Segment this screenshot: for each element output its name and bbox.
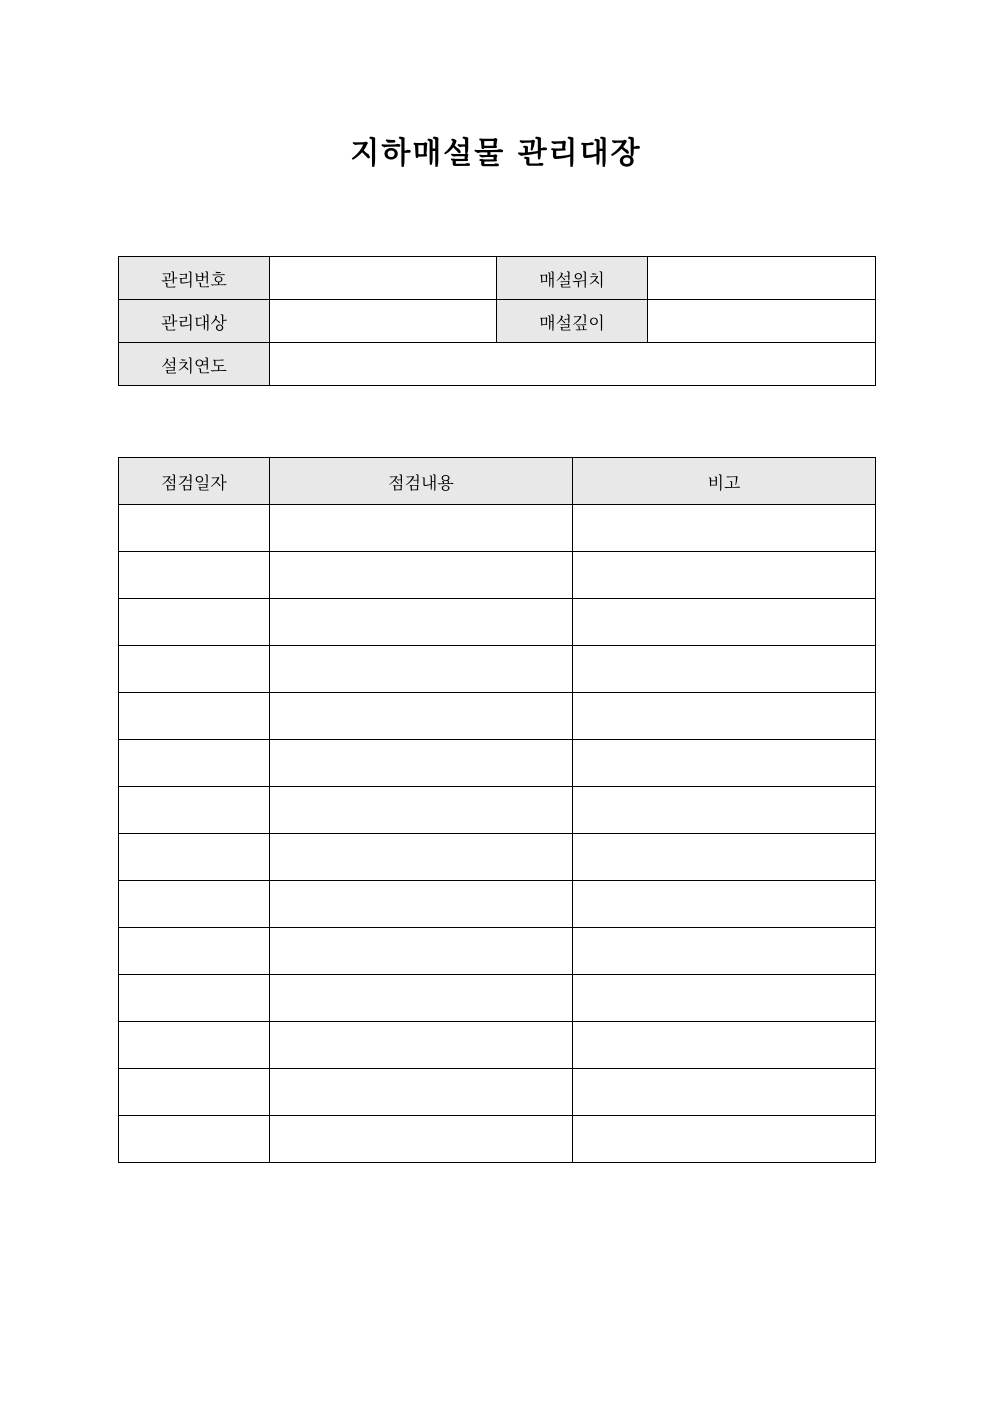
inspection-content-cell[interactable] [270,1022,573,1069]
inspection-date-cell[interactable] [119,928,270,975]
table-row [119,881,876,928]
remarks-cell[interactable] [573,881,876,928]
burial-depth-field[interactable] [648,300,876,343]
management-target-label: 관리대상 [119,300,270,343]
table-row [119,1022,876,1069]
info-row [119,343,876,386]
table-row [119,693,876,740]
document-title: 지하매설물 관리대장 [350,136,642,171]
table-row [119,646,876,693]
inspection-content-cell[interactable] [270,1069,573,1116]
inspection-date-cell[interactable] [119,834,270,881]
remarks-cell[interactable] [573,552,876,599]
management-target-field[interactable] [270,300,497,343]
inspection-log-table [118,457,876,1163]
remarks-cell[interactable] [573,834,876,881]
table-row [119,1069,876,1116]
inspection-date-cell[interactable] [119,599,270,646]
table-header-row [119,458,876,505]
inspection-date-cell[interactable] [119,505,270,552]
inspection-date-cell[interactable] [119,646,270,693]
remarks-cell[interactable] [573,928,876,975]
inspection-content-cell[interactable] [270,1116,573,1163]
remarks-cell[interactable] [573,975,876,1022]
inspection-content-cell[interactable] [270,975,573,1022]
remarks-cell[interactable] [573,505,876,552]
info-row [119,257,876,300]
info-table [118,256,876,386]
column-header-inspection-date: 점검일자 [119,458,270,505]
table-row [119,928,876,975]
table-row [119,834,876,881]
inspection-date-cell[interactable] [119,1022,270,1069]
table-row [119,740,876,787]
inspection-date-cell[interactable] [119,787,270,834]
inspection-content-cell[interactable] [270,834,573,881]
table-row [119,599,876,646]
inspection-content-cell[interactable] [270,599,573,646]
table-row [119,552,876,599]
management-number-label: 관리번호 [119,257,270,300]
inspection-date-cell[interactable] [119,693,270,740]
info-row [119,300,876,343]
inspection-content-cell[interactable] [270,928,573,975]
inspection-date-cell[interactable] [119,1116,270,1163]
inspection-content-cell[interactable] [270,646,573,693]
inspection-content-cell[interactable] [270,881,573,928]
inspection-date-cell[interactable] [119,975,270,1022]
column-header-inspection-content: 점검내용 [270,458,573,505]
remarks-cell[interactable] [573,646,876,693]
table-row [119,505,876,552]
remarks-cell[interactable] [573,740,876,787]
remarks-cell[interactable] [573,1069,876,1116]
inspection-date-cell[interactable] [119,1069,270,1116]
installation-year-field[interactable] [270,343,876,386]
burial-location-label: 매설위치 [497,257,648,300]
remarks-cell[interactable] [573,693,876,740]
inspection-content-cell[interactable] [270,787,573,834]
table-row [119,787,876,834]
burial-depth-label: 매설깊이 [497,300,648,343]
table-row [119,975,876,1022]
remarks-cell[interactable] [573,1022,876,1069]
column-header-remarks: 비고 [573,458,876,505]
inspection-content-cell[interactable] [270,552,573,599]
inspection-content-cell[interactable] [270,505,573,552]
remarks-cell[interactable] [573,599,876,646]
inspection-date-cell[interactable] [119,881,270,928]
table-row [119,1116,876,1163]
inspection-content-cell[interactable] [270,693,573,740]
remarks-cell[interactable] [573,1116,876,1163]
inspection-date-cell[interactable] [119,740,270,787]
management-number-field[interactable] [270,257,497,300]
inspection-date-cell[interactable] [119,552,270,599]
inspection-content-cell[interactable] [270,740,573,787]
remarks-cell[interactable] [573,787,876,834]
burial-location-field[interactable] [648,257,876,300]
installation-year-label: 설치연도 [119,343,270,386]
